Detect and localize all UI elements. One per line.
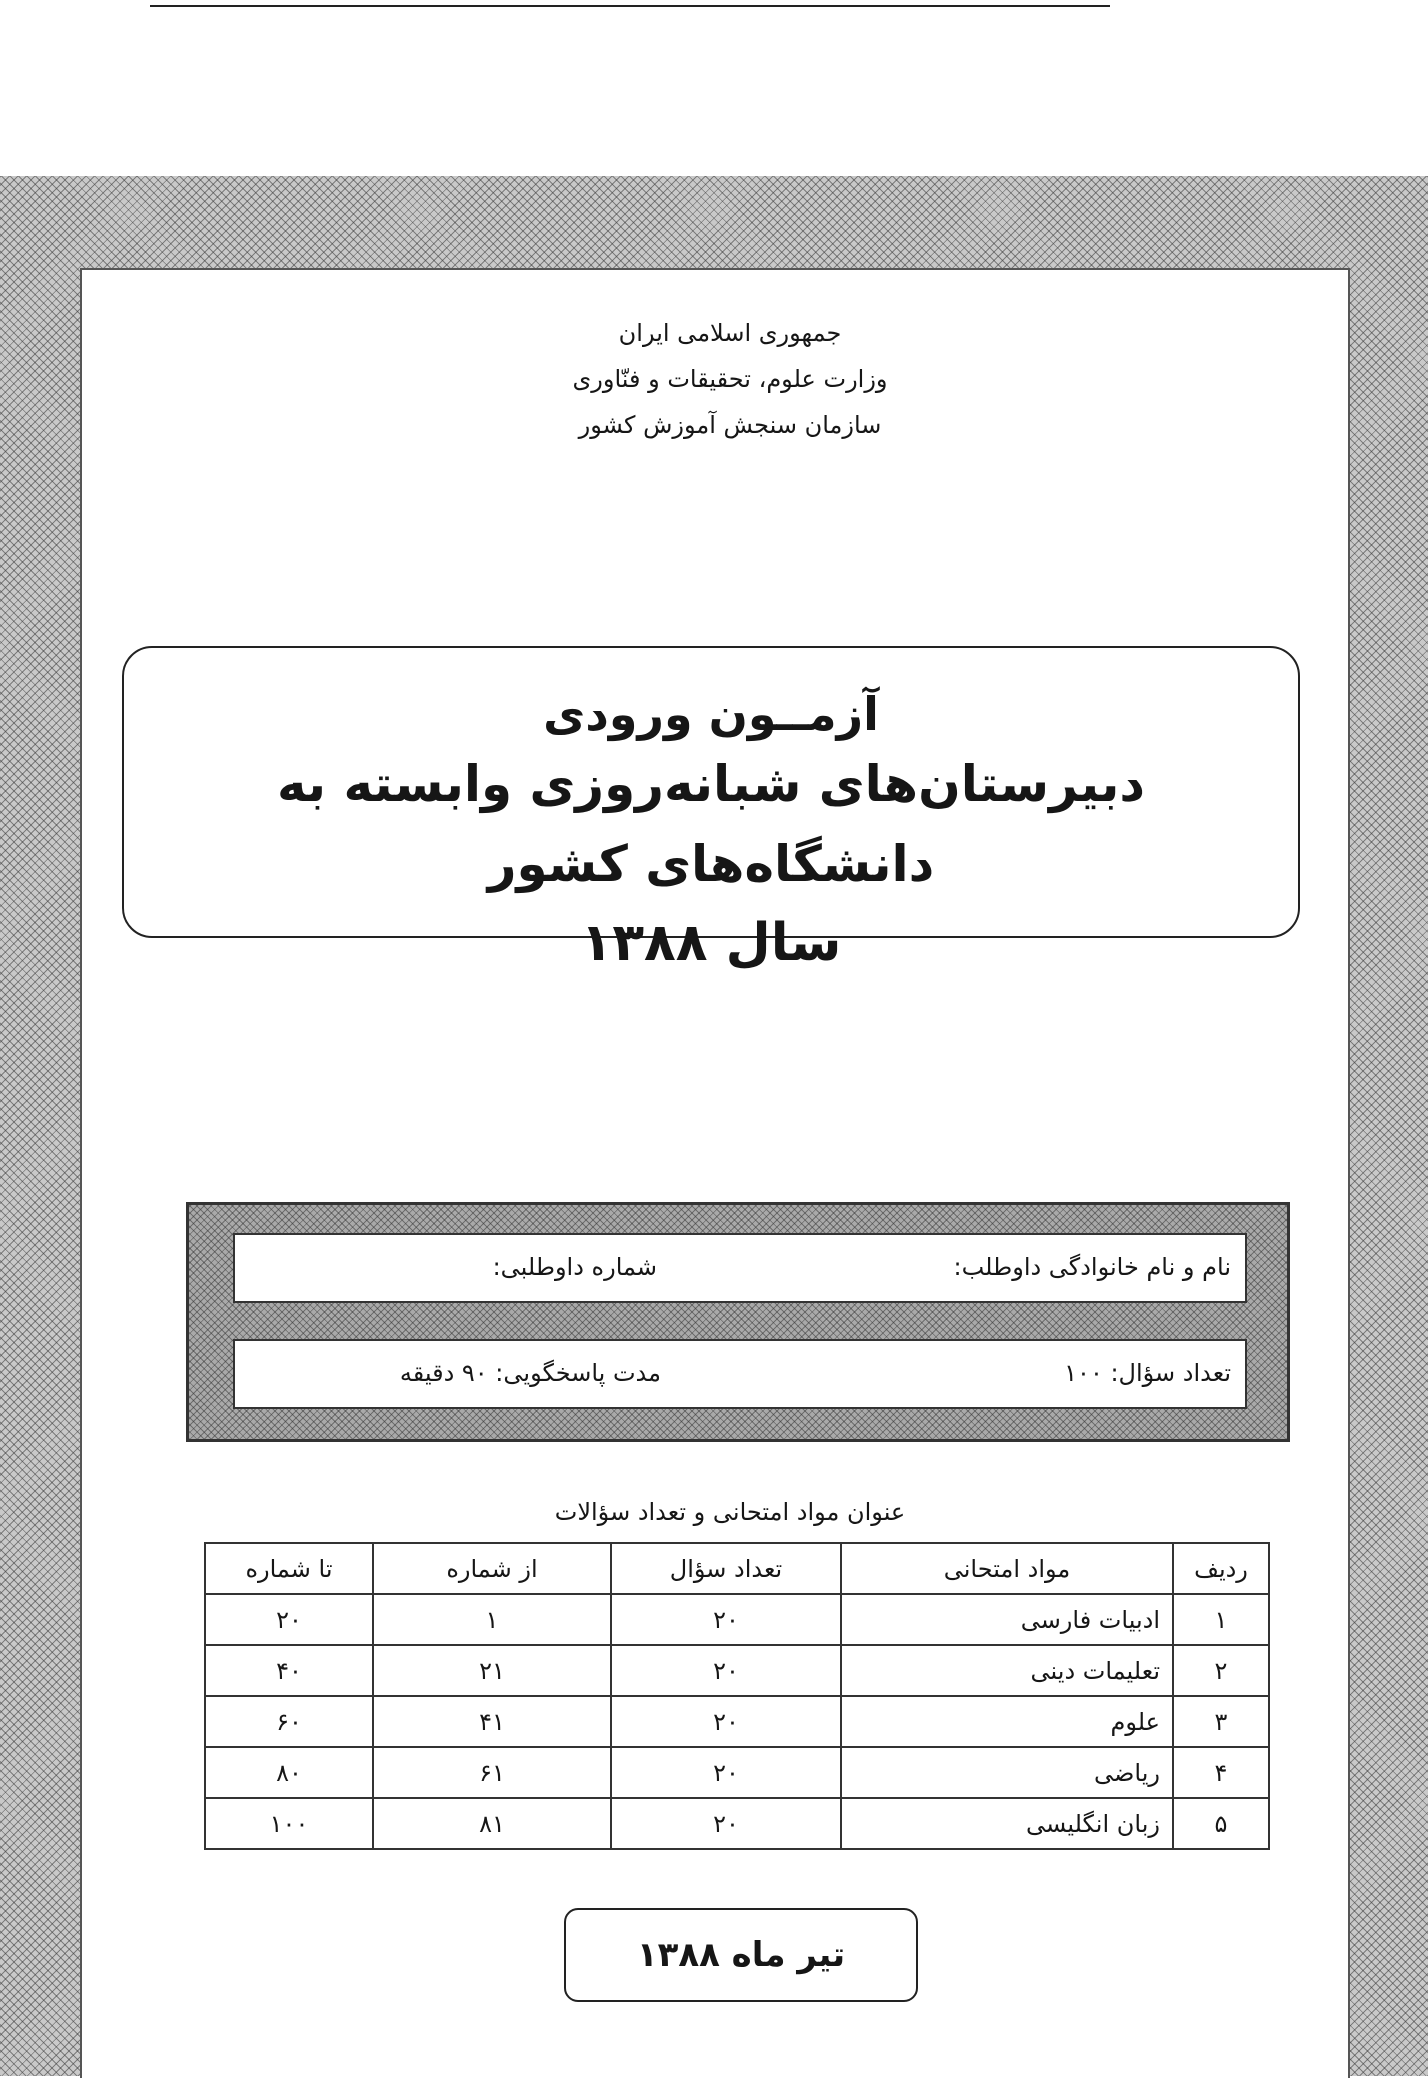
row-from: ۸۱ bbox=[373, 1798, 611, 1849]
row-from: ۶۱ bbox=[373, 1747, 611, 1798]
candidate-identity-row bbox=[233, 1233, 1247, 1303]
question-count-label: تعداد سؤال: ۱۰۰ bbox=[1064, 1359, 1231, 1387]
candidate-name-label: نام و نام خانوادگی داوطلب: bbox=[953, 1253, 1231, 1281]
table-row bbox=[205, 1594, 1269, 1645]
header-line-1: جمهوری اسلامی ایران bbox=[618, 319, 842, 347]
exam-cover-sheet bbox=[80, 268, 1350, 2078]
row-subject: ریاضی bbox=[841, 1747, 1173, 1798]
top-edge-line bbox=[150, 0, 1110, 7]
row-to: ۲۰ bbox=[205, 1594, 373, 1645]
row-index: ۱ bbox=[1173, 1594, 1269, 1645]
duration-label: مدت پاسخگویی: ۹۰ دقیقه bbox=[399, 1359, 661, 1387]
exam-date-box bbox=[564, 1908, 918, 2002]
exam-info-row bbox=[233, 1339, 1247, 1409]
row-to: ۴۰ bbox=[205, 1645, 373, 1696]
column-header-subject: مواد امتحانی bbox=[841, 1543, 1173, 1594]
exam-date: تیر ماه ۱۳۸۸ bbox=[636, 1935, 846, 1975]
table-header-row bbox=[205, 1543, 1269, 1594]
row-index: ۴ bbox=[1173, 1747, 1269, 1798]
subjects-table-caption: عنوان مواد امتحانی و تعداد سؤالات bbox=[554, 1498, 906, 1526]
candidate-number-label: شماره داوطلبی: bbox=[492, 1253, 657, 1281]
title-line-1: آزمــون ورودی bbox=[543, 687, 879, 741]
exam-title-box bbox=[122, 646, 1300, 973]
table-row bbox=[205, 1696, 1269, 1747]
row-count: ۲۰ bbox=[611, 1747, 841, 1798]
row-index: ۵ bbox=[1173, 1798, 1269, 1849]
row-subject: تعلیمات دینی bbox=[841, 1645, 1173, 1696]
row-count: ۲۰ bbox=[611, 1696, 841, 1747]
row-count: ۲۰ bbox=[611, 1594, 841, 1645]
title-line-3: سال ۱۳۸۸ bbox=[580, 913, 842, 973]
table-row bbox=[205, 1645, 1269, 1696]
title-line-2: دبیرستان‌های شبانه‌روزی وابسته به دانشگاه‌های کشور bbox=[276, 755, 1146, 893]
row-subject: ادبیات فارسی bbox=[841, 1594, 1173, 1645]
row-subject: زبان انگلیسی bbox=[841, 1798, 1173, 1849]
row-from: ۲۱ bbox=[373, 1645, 611, 1696]
row-to: ۶۰ bbox=[205, 1696, 373, 1747]
column-header-index: ردیف bbox=[1173, 1543, 1269, 1594]
row-subject: علوم bbox=[841, 1696, 1173, 1747]
column-header-to: تا شماره bbox=[205, 1543, 373, 1594]
header-line-3: سازمان سنجش آموزش کشور bbox=[578, 411, 882, 439]
row-count: ۲۰ bbox=[611, 1798, 841, 1849]
row-from: ۱ bbox=[373, 1594, 611, 1645]
row-to: ۱۰۰ bbox=[205, 1798, 373, 1849]
row-index: ۲ bbox=[1173, 1645, 1269, 1696]
row-from: ۴۱ bbox=[373, 1696, 611, 1747]
ministry-header bbox=[82, 310, 1348, 448]
table-row bbox=[205, 1798, 1269, 1849]
column-header-count: تعداد سؤال bbox=[611, 1543, 841, 1594]
subjects-table bbox=[204, 1542, 1270, 1850]
row-to: ۸۰ bbox=[205, 1747, 373, 1798]
header-line-2: وزارت علوم، تحقیقات و فنّاوری bbox=[572, 365, 888, 393]
candidate-info-frame bbox=[186, 1202, 1290, 1442]
column-header-from: از شماره bbox=[373, 1543, 611, 1594]
row-index: ۳ bbox=[1173, 1696, 1269, 1747]
table-row bbox=[205, 1747, 1269, 1798]
row-count: ۲۰ bbox=[611, 1645, 841, 1696]
